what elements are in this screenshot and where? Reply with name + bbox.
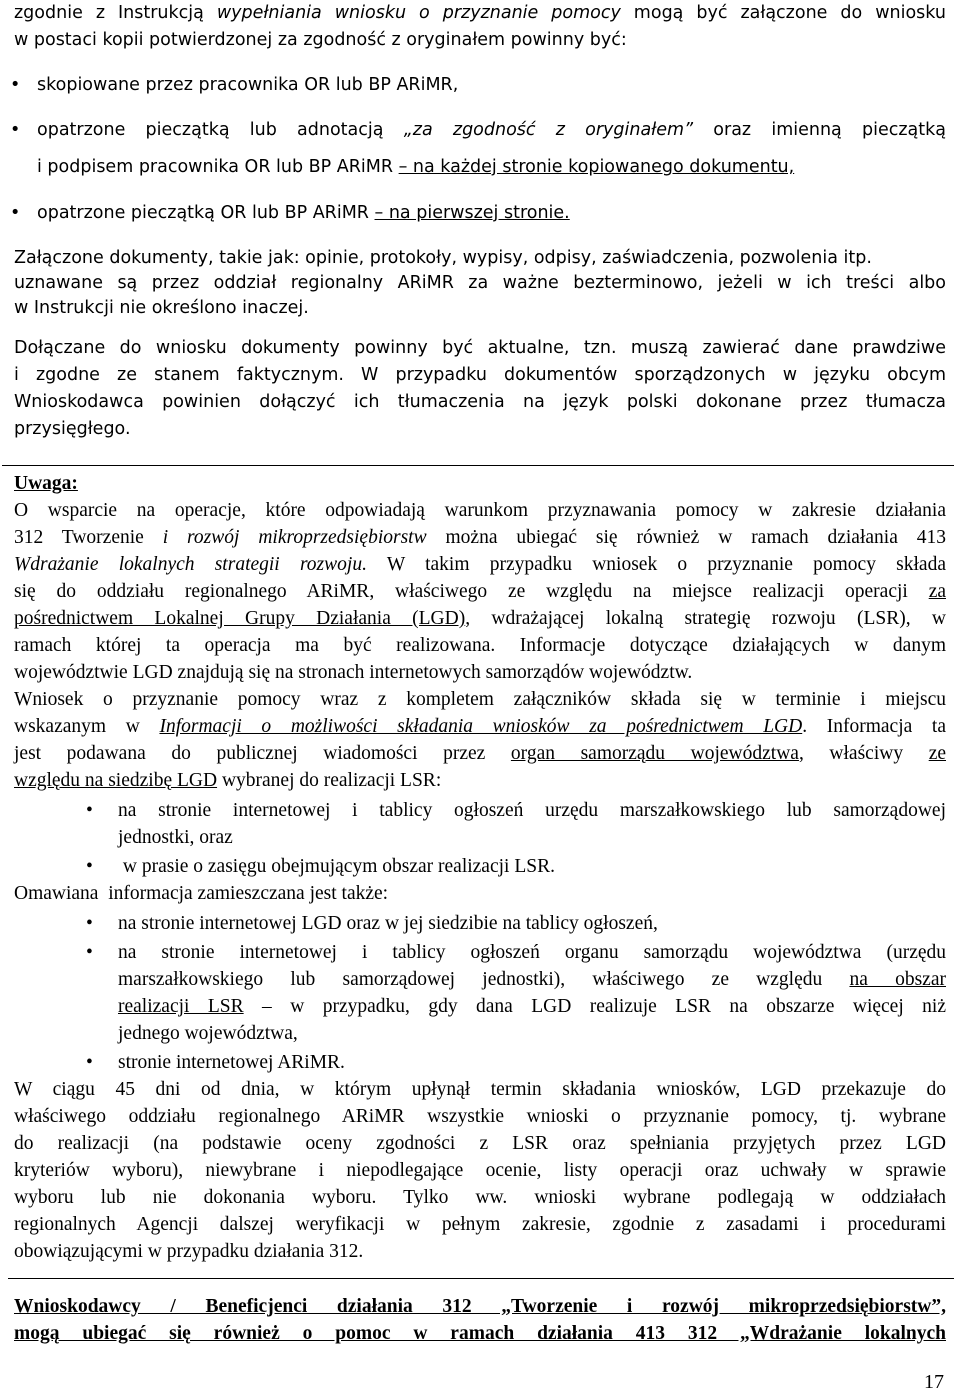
- divider: [8, 1278, 954, 1279]
- note-line: właściwego oddziału regionalnego ARiMR wszystkie wnioski o przyznanie pomocy, tj. wybrane: [14, 1106, 946, 1127]
- intro-line-2: w postaci kopii potwierdzonej za zgodność z oryginałem powinny być:: [14, 30, 627, 50]
- note-line: Omawiana informacja zamieszczana jest także:: [14, 883, 389, 904]
- intro-line-1: zgodnie z Instrukcją wypełniania wniosku o przyznanie pomocy mogą być załączone do wniosku: [14, 3, 946, 23]
- document-page: zgodnie z Instrukcją wypełniania wniosku o przyznanie pomocy mogą być załączone do wniosku w postaci kopii potwierdzonej za zgodność z oryginałem powinny być: • skopiowane przez pracownika OR lub BP ARiMR, • opatrzone pieczątką lub adnotacją „za zgodność z oryginałem” oraz imienną pieczątką i podpisem pracownika OR lub BP ARiMR – na każdej stronie kopiowanego dokumentu, • opatrzone pieczątką OR lub BP ARiMR – na pierwszej stronie. Załączone dokumenty, takie jak: opinie, protokoły, wypisy, odpisy, zaświadczenia, pozwolenia itp. uznawane są przez oddział regionalny ARiMR za ważne bezterminowo, jeżeli w ich treści albo w Instrukcji nie określono inaczej. Dołączane do wniosku dokumenty powinny być aktualne, tzn. muszą zawierać dane prawdziwe i zgodne ze stanem faktycznym. W przypadku dokumentów sporządzonych w języku obcym Wnioskodawca powinien dołączyć ich tłumaczenia na język polski dokonane przez tłumacza przysięgłego. Uwaga: O wsparcie na operacje, które odpowiadają warunkom przyznawania pomocy w zakresie działania 312 Tworzenie i rozwój mikroprzedsiębiorstw można ubiegać się również w ramach działania 413 Wdrażanie lokalnych strategii rozwoju. W takim przypadku wniosek o przyznanie pomocy składa się do oddziału regionalnego ARiMR, właściwego ze względu na miejsce realizacji operacji za pośrednictwem Lokalnej Grupy Działania (LGD), wdrażającej lokalną strategię rozwoju (LSR), w ramach której ta operacja ma być realizowana. Informacje dotyczące działających w danym województwie LGD znajdują się na stronach internetowych samorządów województw. Wniosek o przyznanie pomocy wraz z kompletem załączników składa się w terminie i miejscu wskazanym w Informacji o możliwości składania wniosków za pośrednictwem LGD. Informacja ta jest podawana do publicznej wiadomości przez organ samorządu województwa, właściwy ze względu na siedzibę LGD wybranej do realizacji LSR: • na stronie internetowej i tablicy ogłoszeń urzędu marszałkowskiego lub samorządowej jednostki, oraz • w prasie o zasięgu obejmującym obszar realizacji LSR. Omawiana informacja zamieszczana jest także: • na stronie internetowej LGD oraz w jej siedzibie na tablicy ogłoszeń, • na stronie internetowej i tablicy ogłoszeń organu samorządu województwa (urzędu marszałkowskiego lub samorządowej jednostki), właściwego ze względu na obszar realizacji LSR – w przypadku, gdy dana LGD realizuje LSR na obszarze więcej niż jednego województwa, • stronie internetowej ARiMR. W ciągu 45 dni od dnia, w którym upłynął termin składania wniosków, LGD przekazuje do właściwego oddziału regionalnego ARiMR wszystkie wnioski o przyznanie pomocy, tj. wybrane do realizacji (na podstawie oceny zgodności z LSR oraz spełniania przyjętych przez LGD kryteriów wyboru), niewybrane i niepodlegające ocenie, listy operacji oraz uchwały w sprawie wyboru lub nie dokonania wyboru. Tylko ww. wnioski wybrane podlegają w oddziałach regionalnych Agencji dalszej weryfikacji w pełnym zakresie, zgodnie z zasadami i procedurami obowiązującymi w przypadku działania 312. Wnioskodawcy / Beneficjenci działania 312 „Tworzenie i rozwój mikroprzedsiębiorstw”, mogą ubiegać się również o pomoc w ramach działania 413 312 „Wdrażanie lokalnych 17: [0, 0, 960, 1393]
- footer-bold-line: mogą ubiegać się również o pomoc w ramach działania 413 312 „Wdrażanie lokalnych: [14, 1323, 946, 1344]
- current-line-3: Wnioskodawca powinien dołączyć ich tłumaczenia na język polski dokonane przez tłumacza: [14, 392, 946, 412]
- note-line: wyboru lub nie dokonania wyboru. Tylko ww. wnioski wybrane podlegają w oddziałach: [14, 1187, 946, 1208]
- current-line-1: Dołączane do wniosku dokumenty powinny być aktualne, tzn. muszą zawierać dane prawdziwe: [14, 338, 946, 358]
- note-line: do realizacji (na podstawie oceny zgodności z LSR oraz spełniania przyjętych przez LGD: [14, 1133, 946, 1154]
- note-line: O wsparcie na operacje, które odpowiadają warunkom przyznawania pomocy w zakresie działania: [14, 500, 946, 521]
- list-continuation: marszałkowskiego lub samorządowej jednostki), właściwego ze względu na obszar: [118, 969, 946, 990]
- attach-line-3: w Instrukcji nie określono inaczej.: [14, 298, 309, 318]
- current-line-4: przysięgłego.: [14, 419, 131, 439]
- note-line: pośrednictwem Lokalnej Grupy Działania (LGD), wdrażającej lokalną strategię rozwoju (LSR), w: [14, 608, 946, 629]
- info-link: Informacji o możliwości składania wniosków za pośrednictwem LGD: [159, 716, 803, 737]
- note-line: regionalnych Agencji dalszej weryfikacji w pełnym zakresie, zgodnie z zasadami i procedurami: [14, 1214, 946, 1235]
- bullet-continuation: i podpisem pracownika OR lub BP ARiMR – na każdej stronie kopiowanego dokumentu,: [37, 157, 795, 177]
- note-line: jest podawana do publicznej wiadomości przez organ samorządu województwa, właściwy ze: [14, 743, 946, 764]
- note-line: ramach której ta operacja ma być realizowana. Informacje dotyczące działających w danym: [14, 635, 946, 656]
- note-title: Uwaga:: [14, 473, 78, 494]
- current-line-2: i zgodne ze stanem faktycznym. W przypadku dokumentów sporządzonych w języku obcym: [14, 365, 946, 385]
- note-line: wskazanym w Informacji o możliwości składania wniosków za pośrednictwem LGD. Informacja ta: [14, 716, 947, 737]
- bullet-icon: •: [10, 203, 21, 223]
- note-line: 312 Tworzenie i rozwój mikroprzedsiębiorstw można ubiegać się również w ramach działania 413: [14, 527, 946, 548]
- note-line: Wdrażanie lokalnych strategii rozwoju. W takim przypadku wniosek o przyznanie pomocy składa: [14, 554, 946, 575]
- bullet-icon: •: [86, 856, 93, 877]
- attach-line-2: uznawane są przez oddział regionalny ARiMR za ważne bezterminowo, jeżeli w ich treści albo: [14, 273, 946, 293]
- footer-bold-line: Wnioskodawcy / Beneficjenci działania 312 „Tworzenie i rozwój mikroprzedsiębiorstw”,: [14, 1296, 946, 1317]
- note-line: województwie LGD znajdują się na stronach internetowych samorządów województw.: [14, 662, 693, 683]
- list-continuation: realizacji LSR – w przypadku, gdy dana LGD realizuje LSR na obszarze więcej niż: [118, 996, 946, 1017]
- list-continuation: jednego województwa,: [118, 1023, 298, 1044]
- bullet-icon: •: [86, 1052, 93, 1073]
- bullet-icon: •: [10, 120, 21, 140]
- note-line: kryteriów wyboru), niewybrane i niepodlegające ocenie, listy operacji oraz uchwały w sprawie: [14, 1160, 946, 1181]
- note-line: się do oddziału regionalnego ARiMR, właściwego ze względu na miejsce realizacji operacji za: [14, 581, 946, 602]
- bullet-icon: •: [86, 800, 93, 821]
- bullet-icon: •: [86, 913, 93, 934]
- bullet-icon: •: [10, 75, 21, 95]
- note-line: obowiązującymi w przypadku działania 312.: [14, 1241, 364, 1262]
- page-number: 17: [924, 1371, 944, 1393]
- note-line: względu na siedzibę LGD wybranej do realizacji LSR:: [14, 770, 442, 791]
- note-line: Wniosek o przyznanie pomocy wraz z kompletem załączników składa się w terminie i miejscu: [14, 689, 946, 710]
- list-continuation: jednostki, oraz: [118, 827, 233, 848]
- attach-line-1: Załączone dokumenty, takie jak: opinie, protokoły, wypisy, odpisy, zaświadczenia, pozwolenia itp.: [14, 248, 872, 268]
- note-line: W ciągu 45 dni od dnia, w którym upłynął termin składania wniosków, LGD przekazuje do: [14, 1079, 946, 1100]
- bullet-icon: •: [86, 942, 93, 963]
